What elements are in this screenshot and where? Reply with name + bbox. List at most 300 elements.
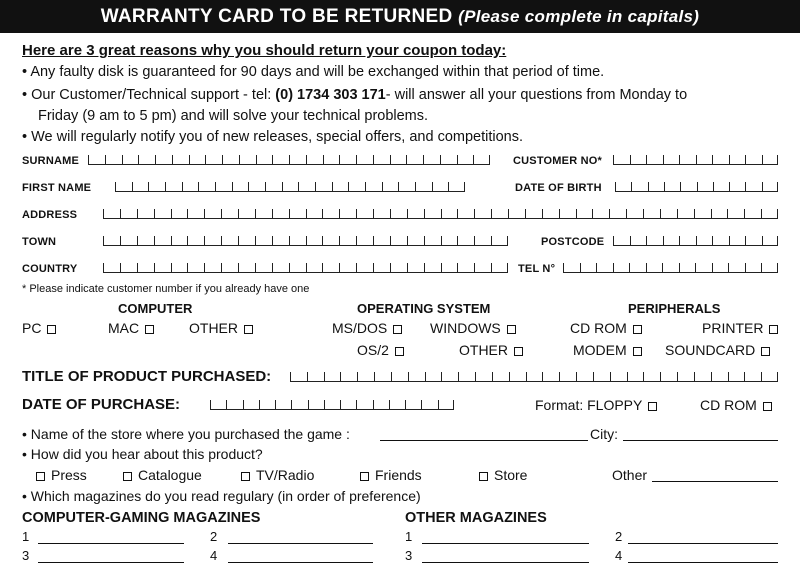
box-divider xyxy=(120,236,121,245)
bullet: • xyxy=(22,488,27,504)
box-divider xyxy=(421,400,422,409)
box-divider xyxy=(713,182,714,191)
country-field[interactable] xyxy=(103,263,508,273)
box-divider xyxy=(615,182,616,191)
format-cdrom[interactable] xyxy=(700,397,772,413)
box-divider xyxy=(491,209,492,218)
box-divider xyxy=(340,400,341,409)
option-soundcard[interactable] xyxy=(665,342,770,358)
box-divider xyxy=(373,155,374,164)
box-divider xyxy=(171,263,172,272)
box-divider xyxy=(526,372,527,381)
box-divider xyxy=(204,236,205,245)
box-divider xyxy=(744,209,745,218)
box-divider xyxy=(777,209,778,218)
hear-press[interactable] xyxy=(36,467,87,483)
box-divider xyxy=(324,372,325,381)
address-label: ADDRESS xyxy=(22,209,78,221)
box-divider xyxy=(324,400,325,409)
box-divider xyxy=(745,263,746,272)
box-divider xyxy=(226,400,227,409)
box-divider xyxy=(626,209,627,218)
box-divider xyxy=(408,372,409,381)
box-divider xyxy=(339,209,340,218)
option-label: CD ROM xyxy=(570,320,627,336)
box-divider xyxy=(425,372,426,381)
first-name-label: FIRST NAME xyxy=(22,182,92,194)
box-divider xyxy=(630,155,631,164)
box-divider xyxy=(613,263,614,272)
box-divider xyxy=(745,182,746,191)
reason-text: We will regularly notify you of new releases, special offers, and competitions. xyxy=(31,129,524,145)
box-divider xyxy=(592,209,593,218)
option-label: Catalogue xyxy=(138,467,202,483)
box-divider xyxy=(154,263,155,272)
customer-no-field[interactable] xyxy=(613,155,778,165)
postcode-label: POSTCODE xyxy=(541,236,605,248)
box-divider xyxy=(663,155,664,164)
bullet: • xyxy=(22,129,28,145)
box-divider xyxy=(356,236,357,245)
option-mac[interactable] xyxy=(108,320,154,336)
box-divider xyxy=(580,263,581,272)
box-divider xyxy=(777,155,778,164)
option-os2[interactable] xyxy=(357,342,404,358)
computer-mag-3-input[interactable] xyxy=(38,562,184,563)
address-field[interactable] xyxy=(103,209,778,219)
box-divider xyxy=(629,263,630,272)
box-divider xyxy=(762,182,763,191)
option-msdos[interactable] xyxy=(332,320,402,336)
box-divider xyxy=(137,209,138,218)
computer-mag-2-input[interactable] xyxy=(228,543,373,544)
box-divider xyxy=(576,209,577,218)
box-divider xyxy=(289,155,290,164)
bullet: • xyxy=(22,446,27,462)
hear-store[interactable] xyxy=(479,467,527,483)
city-label: City: xyxy=(590,426,618,442)
box-divider xyxy=(122,155,123,164)
box-divider xyxy=(679,155,680,164)
hear-label: How did you hear about this product? xyxy=(30,446,263,462)
option-os-other[interactable] xyxy=(459,342,523,358)
option-modem[interactable] xyxy=(573,342,642,358)
box-divider xyxy=(696,236,697,245)
box-divider xyxy=(631,182,632,191)
box-divider xyxy=(308,400,309,409)
box-divider xyxy=(356,263,357,272)
option-label: OS/2 xyxy=(357,342,389,358)
box-divider xyxy=(677,209,678,218)
box-divider xyxy=(187,263,188,272)
box-divider xyxy=(210,400,211,409)
box-divider xyxy=(464,182,465,191)
box-divider xyxy=(728,263,729,272)
option-windows[interactable] xyxy=(430,320,516,336)
box-divider xyxy=(745,236,746,245)
box-divider xyxy=(761,263,762,272)
reason-text: Any faulty disk is guaranteed for 90 days and will be exchanged within that period of time. xyxy=(30,64,605,80)
box-divider xyxy=(391,372,392,381)
card-header xyxy=(0,0,800,33)
checkbox[interactable] xyxy=(244,325,253,334)
box-divider xyxy=(646,155,647,164)
other-magazines-heading: OTHER MAGAZINES xyxy=(405,510,547,526)
box-divider xyxy=(272,155,273,164)
option-label: OTHER xyxy=(459,342,508,358)
box-divider xyxy=(232,182,233,191)
option-label: WINDOWS xyxy=(430,320,501,336)
date-of-birth-label: DATE OF BIRTH xyxy=(515,182,602,194)
box-divider xyxy=(103,263,104,272)
checkbox[interactable] xyxy=(47,325,56,334)
box-divider xyxy=(712,236,713,245)
box-divider xyxy=(290,372,291,381)
checkbox[interactable] xyxy=(761,347,770,356)
checkbox[interactable] xyxy=(514,347,523,356)
format-cd-label: CD ROM xyxy=(700,397,757,413)
box-divider xyxy=(406,155,407,164)
box-divider xyxy=(373,263,374,272)
box-divider xyxy=(356,155,357,164)
mag-number: 3 xyxy=(405,548,413,563)
box-divider xyxy=(745,155,746,164)
computer-mag-4-input[interactable] xyxy=(228,562,373,563)
box-divider xyxy=(525,209,526,218)
box-divider xyxy=(630,236,631,245)
box-divider xyxy=(103,236,104,245)
box-divider xyxy=(187,236,188,245)
mag-number: 4 xyxy=(210,548,218,563)
box-divider xyxy=(507,236,508,245)
option-label: MS/DOS xyxy=(332,320,388,336)
option-label: OTHER xyxy=(189,320,238,336)
box-divider xyxy=(365,182,366,191)
mag-number: 2 xyxy=(210,529,218,544)
box-divider xyxy=(132,182,133,191)
format-label: Format: FLOPPY xyxy=(535,397,643,413)
box-divider xyxy=(441,263,442,272)
box-divider xyxy=(438,400,439,409)
box-divider xyxy=(255,263,256,272)
os-heading: OPERATING SYSTEM xyxy=(357,301,491,316)
header-subtitle: (Please complete in capitals) xyxy=(458,7,700,26)
box-divider xyxy=(256,155,257,164)
reason-item xyxy=(22,64,604,80)
checkbox[interactable] xyxy=(507,325,516,334)
box-divider xyxy=(120,263,121,272)
box-divider xyxy=(105,155,106,164)
date-of-birth-field[interactable] xyxy=(615,182,778,192)
town-label: TOWN xyxy=(22,236,57,248)
box-divider xyxy=(137,236,138,245)
other-mag-4-input[interactable] xyxy=(628,562,778,563)
box-divider xyxy=(155,155,156,164)
box-divider xyxy=(415,182,416,191)
box-divider xyxy=(492,372,493,381)
box-divider xyxy=(272,263,273,272)
box-divider xyxy=(761,372,762,381)
checkbox[interactable] xyxy=(479,472,488,481)
box-divider xyxy=(559,372,560,381)
box-divider xyxy=(593,372,594,381)
hear-tvradio[interactable] xyxy=(241,467,314,483)
box-divider xyxy=(291,400,292,409)
box-divider xyxy=(315,182,316,191)
option-computer-other[interactable] xyxy=(189,320,253,336)
box-divider xyxy=(697,182,698,191)
box-divider xyxy=(432,182,433,191)
city-input[interactable] xyxy=(623,440,778,441)
box-divider xyxy=(424,209,425,218)
hear-friends[interactable] xyxy=(360,467,422,483)
option-label: MODEM xyxy=(573,342,627,358)
box-divider xyxy=(777,263,778,272)
box-divider xyxy=(238,209,239,218)
box-divider xyxy=(322,236,323,245)
box-divider xyxy=(373,236,374,245)
box-divider xyxy=(171,236,172,245)
option-label: SOUNDCARD xyxy=(665,342,756,358)
box-divider xyxy=(729,182,730,191)
purchase-date-field[interactable] xyxy=(210,400,454,410)
box-divider xyxy=(424,236,425,245)
format-floppy[interactable] xyxy=(535,397,657,413)
box-divider xyxy=(120,209,121,218)
hear-other-input[interactable] xyxy=(652,481,778,482)
box-divider xyxy=(441,372,442,381)
box-divider xyxy=(440,155,441,164)
box-divider xyxy=(507,263,508,272)
box-divider xyxy=(563,263,564,272)
option-cdrom[interactable] xyxy=(570,320,642,336)
box-divider xyxy=(457,209,458,218)
box-divider xyxy=(382,182,383,191)
surname-label: SURNAME xyxy=(22,155,80,167)
box-divider xyxy=(398,182,399,191)
box-divider xyxy=(609,209,610,218)
box-divider xyxy=(374,372,375,381)
box-divider xyxy=(613,236,614,245)
box-divider xyxy=(777,182,778,191)
box-divider xyxy=(441,236,442,245)
box-divider xyxy=(357,372,358,381)
box-divider xyxy=(137,263,138,272)
box-divider xyxy=(613,155,614,164)
box-divider xyxy=(491,236,492,245)
box-divider xyxy=(306,155,307,164)
box-divider xyxy=(243,400,244,409)
box-divider xyxy=(390,263,391,272)
box-divider xyxy=(272,209,273,218)
box-divider xyxy=(694,372,695,381)
box-divider xyxy=(339,236,340,245)
box-divider xyxy=(473,155,474,164)
option-label: Friends xyxy=(375,467,422,483)
store-label: Name of the store where you purchased the game : xyxy=(30,426,350,442)
box-divider xyxy=(115,182,116,191)
reason-text: Our Customer/Technical support - tel: xyxy=(31,87,272,103)
box-divider xyxy=(389,400,390,409)
box-divider xyxy=(679,236,680,245)
reason-item xyxy=(22,129,523,145)
checkbox[interactable] xyxy=(393,325,402,334)
box-divider xyxy=(356,209,357,218)
box-divider xyxy=(762,236,763,245)
box-divider xyxy=(282,182,283,191)
box-divider xyxy=(215,182,216,191)
box-divider xyxy=(646,263,647,272)
peripherals-heading: PERIPHERALS xyxy=(628,301,721,316)
checkbox[interactable] xyxy=(395,347,404,356)
checkbox[interactable] xyxy=(648,402,657,411)
box-divider xyxy=(306,236,307,245)
box-divider xyxy=(441,209,442,218)
box-divider xyxy=(458,372,459,381)
box-divider xyxy=(322,209,323,218)
box-divider xyxy=(289,209,290,218)
option-label: Store xyxy=(494,467,528,483)
header-title: WARRANTY CARD TO BE RETURNED xyxy=(100,6,453,27)
hear-question xyxy=(22,446,263,462)
checkbox[interactable] xyxy=(36,472,45,481)
box-divider xyxy=(727,209,728,218)
box-divider xyxy=(424,263,425,272)
other-mag-2-input[interactable] xyxy=(628,543,778,544)
reason-text: - will answer all your questions from Monday to xyxy=(385,87,688,103)
support-phone: (0) 1734 303 171 xyxy=(275,87,386,103)
other-mag-1-input[interactable] xyxy=(422,543,589,544)
box-divider xyxy=(340,372,341,381)
box-divider xyxy=(559,209,560,218)
box-divider xyxy=(491,263,492,272)
box-divider xyxy=(474,263,475,272)
mag-number: 1 xyxy=(405,529,413,544)
box-divider xyxy=(728,372,729,381)
box-divider xyxy=(154,209,155,218)
computer-heading: COMPUTER xyxy=(118,301,193,316)
first-name-field[interactable] xyxy=(115,182,465,192)
box-divider xyxy=(373,400,374,409)
box-divider xyxy=(339,263,340,272)
box-divider xyxy=(729,155,730,164)
box-divider xyxy=(205,155,206,164)
box-divider xyxy=(289,236,290,245)
box-divider xyxy=(238,236,239,245)
box-divider xyxy=(777,236,778,245)
box-divider xyxy=(390,209,391,218)
surname-field[interactable] xyxy=(88,155,490,165)
box-divider xyxy=(407,209,408,218)
box-divider xyxy=(239,155,240,164)
box-divider xyxy=(154,236,155,245)
box-divider xyxy=(696,155,697,164)
box-divider xyxy=(457,263,458,272)
box-divider xyxy=(457,236,458,245)
box-divider xyxy=(148,182,149,191)
product-title-label: TITLE OF PRODUCT PURCHASED: xyxy=(22,368,272,385)
product-title-field[interactable] xyxy=(290,372,778,382)
box-divider xyxy=(576,372,577,381)
box-divider xyxy=(695,263,696,272)
option-label: TV/Radio xyxy=(256,467,315,483)
box-divider xyxy=(204,263,205,272)
box-divider xyxy=(272,236,273,245)
box-divider xyxy=(448,182,449,191)
box-divider xyxy=(187,209,188,218)
box-divider xyxy=(88,155,89,164)
tel-no-field[interactable] xyxy=(563,263,778,273)
box-divider xyxy=(744,372,745,381)
checkbox[interactable] xyxy=(241,472,250,481)
box-divider xyxy=(712,155,713,164)
option-printer[interactable] xyxy=(702,320,778,336)
box-divider xyxy=(275,400,276,409)
box-divider xyxy=(453,400,454,409)
checkbox[interactable] xyxy=(360,472,369,481)
checkbox[interactable] xyxy=(763,402,772,411)
box-divider xyxy=(677,372,678,381)
box-divider xyxy=(542,209,543,218)
box-divider xyxy=(204,209,205,218)
box-divider xyxy=(221,236,222,245)
box-divider xyxy=(646,236,647,245)
box-divider xyxy=(627,372,628,381)
country-label: COUNTRY xyxy=(22,263,78,275)
checkbox[interactable] xyxy=(633,325,642,334)
box-divider xyxy=(307,372,308,381)
box-divider xyxy=(509,372,510,381)
box-divider xyxy=(323,155,324,164)
box-divider xyxy=(423,155,424,164)
town-field[interactable] xyxy=(103,236,508,246)
computer-mag-1-input[interactable] xyxy=(38,543,184,544)
other-mag-3-input[interactable] xyxy=(422,562,589,563)
box-divider xyxy=(189,155,190,164)
checkbox[interactable] xyxy=(145,325,154,334)
option-pc[interactable] xyxy=(22,320,56,336)
box-divider xyxy=(610,372,611,381)
box-divider xyxy=(407,263,408,272)
box-divider xyxy=(390,236,391,245)
store-input[interactable] xyxy=(380,440,588,441)
checkbox[interactable] xyxy=(123,472,132,481)
hear-other-label: Other xyxy=(612,467,648,483)
box-divider xyxy=(711,209,712,218)
postcode-field[interactable] xyxy=(613,236,778,246)
mag-number: 4 xyxy=(615,548,623,563)
box-divider xyxy=(373,209,374,218)
hear-catalogue[interactable] xyxy=(123,467,202,483)
box-divider xyxy=(711,372,712,381)
checkbox[interactable] xyxy=(633,347,642,356)
box-divider xyxy=(474,209,475,218)
box-divider xyxy=(457,155,458,164)
mag-number: 1 xyxy=(22,529,30,544)
reasons-title: Here are 3 great reasons why you should return your coupon today: xyxy=(22,42,507,59)
box-divider xyxy=(405,400,406,409)
box-divider xyxy=(339,155,340,164)
checkbox[interactable] xyxy=(769,325,778,334)
bullet: • xyxy=(22,426,27,442)
computer-magazines-heading: COMPUTER-GAMING MAGAZINES xyxy=(22,510,261,526)
box-divider xyxy=(265,182,266,191)
box-divider xyxy=(356,400,357,409)
option-label: MAC xyxy=(108,320,140,336)
box-divider xyxy=(221,209,222,218)
option-label: PC xyxy=(22,320,42,336)
mag-number: 2 xyxy=(615,529,623,544)
